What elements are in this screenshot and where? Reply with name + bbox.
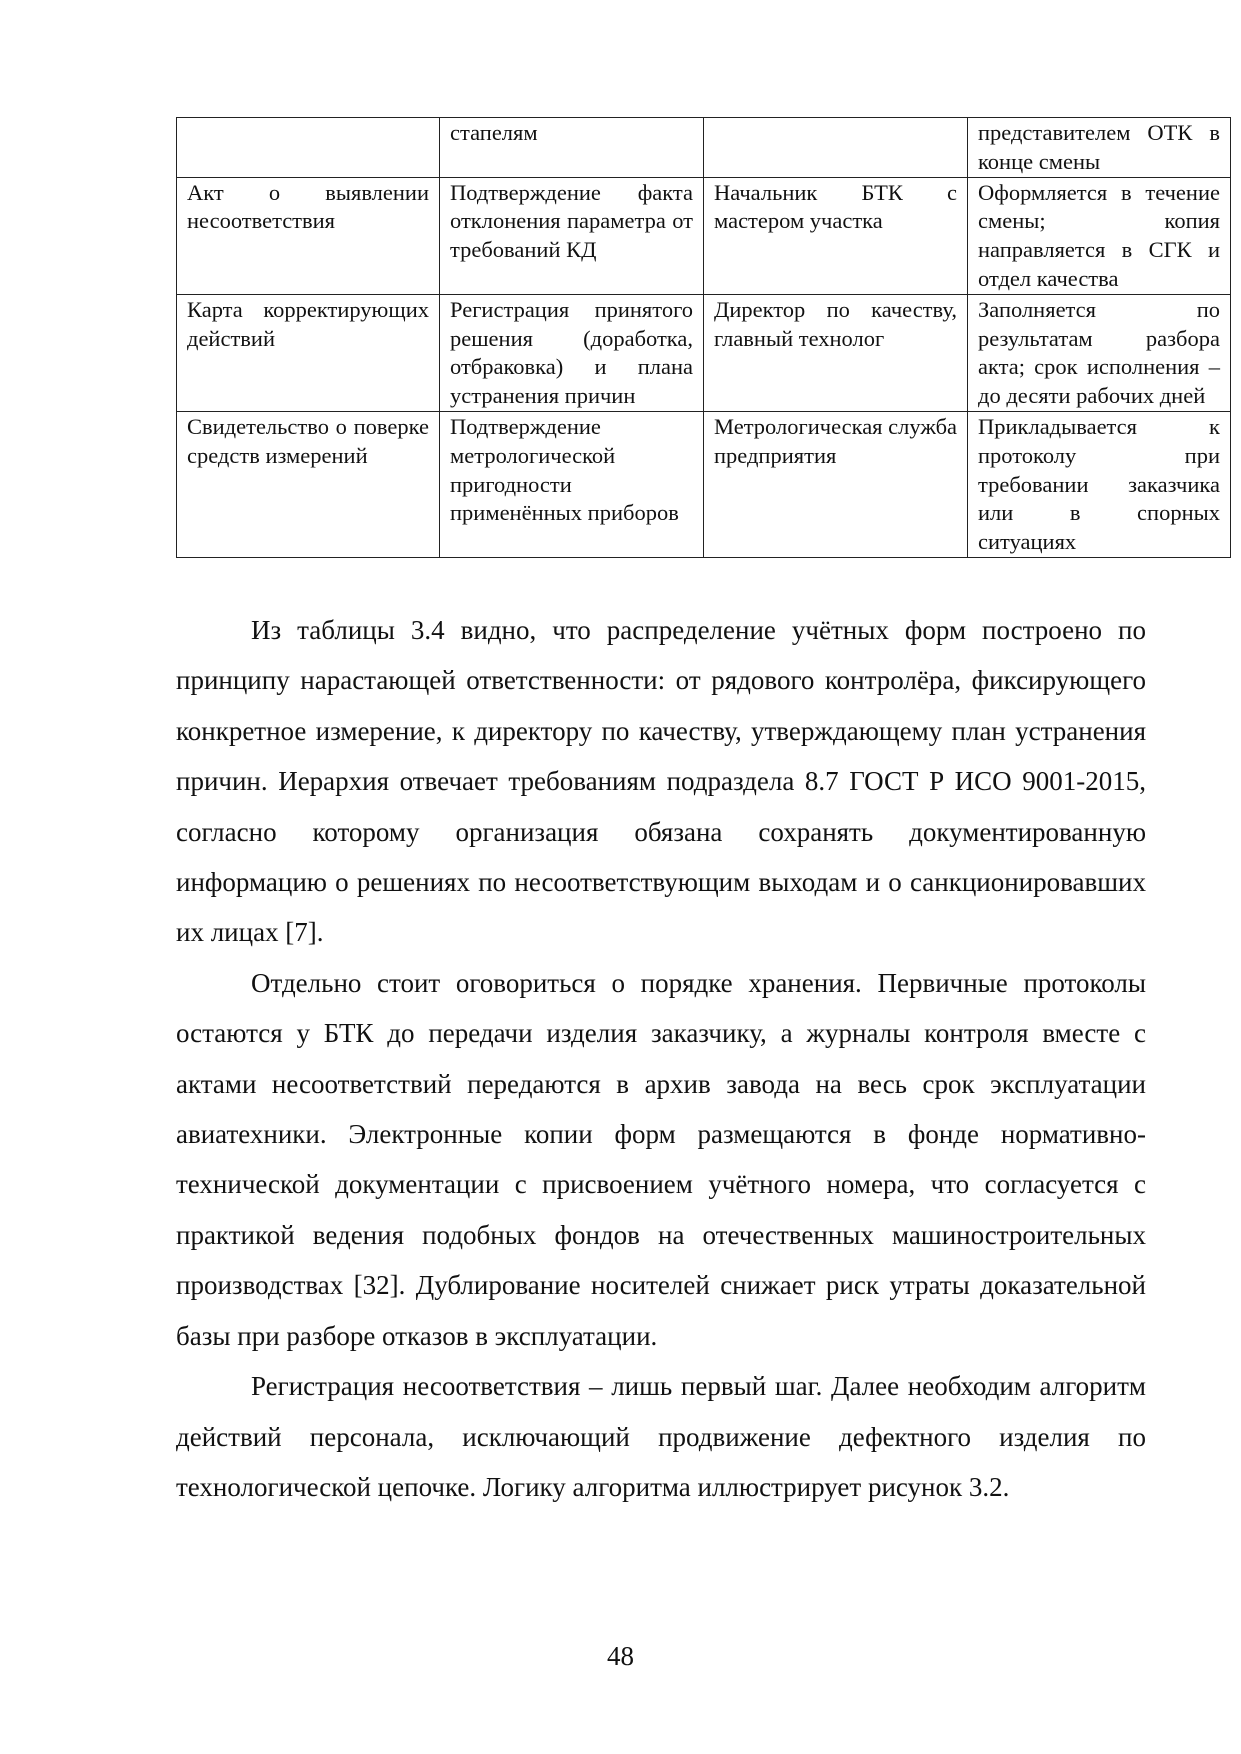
page-number: 48 bbox=[607, 1641, 634, 1671]
table-cell: Регистрация принятого решения (доработка, отбраковка) и плана устранения причин bbox=[440, 294, 704, 411]
table-row bbox=[177, 411, 1231, 557]
table-row bbox=[177, 294, 1231, 411]
body-text bbox=[176, 605, 1146, 1512]
table-cell: Директор по качеству, главный технолог bbox=[704, 294, 968, 411]
table-cell bbox=[177, 118, 440, 178]
table-cell: Оформляется в течение смены; копия направляется в СГК и отдел качества bbox=[968, 177, 1231, 294]
table-cell bbox=[704, 118, 968, 178]
table-cell: Заполняется по результатам разбора акта; срок исполнения – до десяти рабочих дней bbox=[968, 294, 1231, 411]
table-cell: Метрологическая служба предприятия bbox=[704, 411, 968, 557]
table-cell: представителем ОТК в конце смены bbox=[968, 118, 1231, 178]
table-cell: Начальник БТК с мастером участка bbox=[704, 177, 968, 294]
table-cell: Акт о выявлении несоответствия bbox=[177, 177, 440, 294]
paragraph: Отдельно стоит оговориться о порядке хранения. Первичные протоколы остаются у БТК до передачи изделия заказчику, а журналы контроля вместе с актами несоответствий передаются в архив завода на весь срок эксплуатации авиатехники. Электронные копии форм размещаются в фонде нормативно-технической документации с присвоением учётного номера, что согласуется с практикой ведения подобных фондов на отечественных машиностроительных производствах [32]. Дублирование носителей снижает риск утраты доказательной базы при разборе отказов в эксплуатации. bbox=[176, 967, 1146, 1351]
table-row bbox=[177, 177, 1231, 294]
table-cell: Подтверждение метрологической пригодности применённых приборов bbox=[440, 411, 704, 557]
table-cell: Подтверждение факта отклонения параметра от требований КД bbox=[440, 177, 704, 294]
forms-table bbox=[176, 117, 1231, 558]
table-cell: Прикладывается к протоколу при требовании заказчика или в спорных ситуациях bbox=[968, 411, 1231, 557]
table-cell: стапелям bbox=[440, 118, 704, 178]
table-cell: Карта корректирующих действий bbox=[177, 294, 440, 411]
paragraph: Регистрация несоответствия – лишь первый шаг. Далее необходим алгоритм действий персонала, исключающий продвижение дефектного изделия по технологической цепочке. Логику алгоритма иллюстрирует рисунок 3.2. bbox=[176, 1371, 1146, 1502]
table-row bbox=[177, 118, 1231, 178]
table-cell: Свидетельство о поверке средств измерений bbox=[177, 411, 440, 557]
paragraph: Из таблицы 3.4 видно, что распределение учётных форм построено по принципу нарастающей ответственности: от рядового контролёра, фиксирующего конкретное измерение, к директору по качеству, утверждающему план устранения причин. Иерархия отвечает требованиям подраздела 8.7 ГОСТ Р ИСО 9001-2015, согласно которому организация обязана сохранять документированную информацию о решениях по несоответствующим выходам и о санкционировавших их лицах [7]. bbox=[176, 615, 1146, 948]
